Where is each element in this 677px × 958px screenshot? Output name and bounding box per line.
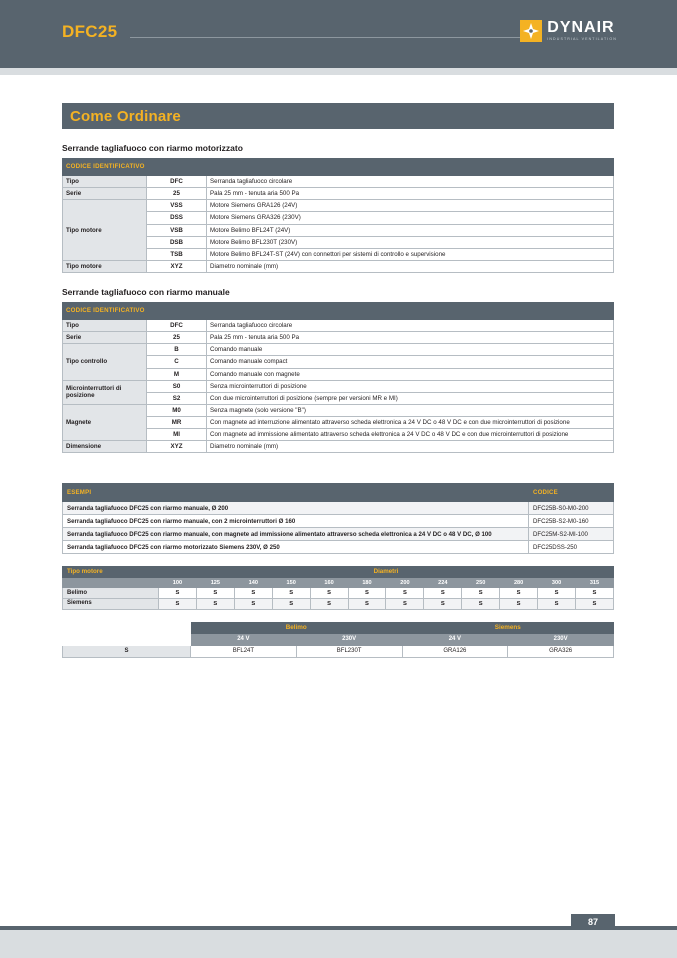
esempio-code: DFC25B-S2-M0-160 xyxy=(529,515,614,528)
row-desc: Con magnete ad immissione alimentato attraverso scheda elettronica a 24 V DC o 48 V DC e con due microinterruttori di posizione xyxy=(207,429,614,441)
diametro-cell: S xyxy=(159,588,197,599)
logo-tagline: INDUSTRIAL VENTILATION xyxy=(547,37,617,42)
esempio-code: DFC25DSS-250 xyxy=(529,541,614,554)
esempio-desc: Serranda tagliafuoco DFC25 con riarmo motorizzato Siemens 230V, Ø 250 xyxy=(63,541,529,554)
row-label: Magnete xyxy=(63,404,147,440)
row-label: Tipo xyxy=(63,176,147,188)
row-desc: Motore Belimo BFL24T (24V) xyxy=(207,224,614,236)
page-title: Come Ordinare xyxy=(70,107,181,125)
table-row xyxy=(63,380,614,392)
diametro-size: 300 xyxy=(538,578,576,588)
diametro-size: 315 xyxy=(575,578,613,588)
row-code: C xyxy=(147,356,207,368)
table-row xyxy=(63,260,614,272)
table-row xyxy=(63,541,614,554)
table-subheader-row xyxy=(63,578,614,588)
row-code: M xyxy=(147,368,207,380)
table-row xyxy=(63,344,614,356)
row-label: Tipo motore xyxy=(63,260,147,272)
row-code: MR xyxy=(147,417,207,429)
diametro-cell: S xyxy=(424,588,462,599)
row-label: Dimensione xyxy=(63,441,147,453)
row-code: 25 xyxy=(147,188,207,200)
row-desc: Comando manuale compact xyxy=(207,356,614,368)
diametro-cell: S xyxy=(272,598,310,609)
table-row xyxy=(63,598,614,609)
motori-corner-blank xyxy=(63,622,191,634)
row-desc: Comando manuale xyxy=(207,344,614,356)
diametro-cell: S xyxy=(272,588,310,599)
row-code: DSB xyxy=(147,236,207,248)
row-code: DFC xyxy=(147,320,207,332)
row-label: Serie xyxy=(63,188,147,200)
motore-model: BFL24T xyxy=(191,646,297,658)
diametro-size: 160 xyxy=(310,578,348,588)
table-codice-identificativo-manuale xyxy=(62,302,614,453)
diametro-cell: S xyxy=(462,598,500,609)
table-row xyxy=(63,188,614,200)
page-number: 87 xyxy=(571,914,615,930)
table-motori xyxy=(62,622,614,658)
diametro-cell: S xyxy=(538,588,576,599)
table-esempi xyxy=(62,483,614,554)
diametro-cell: S xyxy=(500,588,538,599)
diametro-cell: S xyxy=(159,598,197,609)
esempi-section xyxy=(62,483,614,554)
row-code: TSB xyxy=(147,248,207,260)
table-row xyxy=(63,588,614,599)
diametro-size: 200 xyxy=(386,578,424,588)
table-row xyxy=(63,332,614,344)
diametro-cell: S xyxy=(462,588,500,599)
row-code: 25 xyxy=(147,332,207,344)
diametro-size: 250 xyxy=(462,578,500,588)
codice-header-label: CODICE xyxy=(529,484,614,502)
star-icon xyxy=(520,20,542,42)
header-underband xyxy=(0,68,677,75)
row-desc: Con magnete ad interruzione alimentato attraverso scheda elettronica a 24 V DC o 48 V DC e con due microinterruttori di posizione xyxy=(207,417,614,429)
row-code: B xyxy=(147,344,207,356)
diametro-cell: S xyxy=(348,588,386,599)
diametro-cell: S xyxy=(196,588,234,599)
row-desc: Serranda tagliafuoco circolare xyxy=(207,320,614,332)
esempio-desc: Serranda tagliafuoco DFC25 con riarmo manuale, con 2 microinterruttori Ø 160 xyxy=(63,515,529,528)
row-code: MI xyxy=(147,429,207,441)
voltage-header: 24 V xyxy=(191,634,297,646)
motore-name: Belimo xyxy=(63,588,159,599)
table-diametri xyxy=(62,566,614,609)
diametri-corner-label: Tipo motore xyxy=(63,567,159,578)
diametro-cell: S xyxy=(310,588,348,599)
row-code: XYZ xyxy=(147,260,207,272)
esempio-code: DFC25M-S2-MI-100 xyxy=(529,528,614,541)
motori-row-key: S xyxy=(63,646,191,658)
logo-wordmark: DYNAIR xyxy=(547,19,615,37)
esempio-code: DFC25B-S0-M0-200 xyxy=(529,502,614,515)
row-desc: Pala 25 mm - tenuta aria 500 Pa xyxy=(207,332,614,344)
brand-header: Belimo xyxy=(191,622,403,634)
page-content xyxy=(62,103,614,658)
row-desc: Motore Belimo BFL230T (230V) xyxy=(207,236,614,248)
row-code: DFC xyxy=(147,176,207,188)
brand-logo xyxy=(520,20,617,42)
table-header-row xyxy=(63,159,614,176)
diametro-cell: S xyxy=(538,598,576,609)
voltage-header: 230V xyxy=(508,634,614,646)
row-desc: Pala 25 mm - tenuta aria 500 Pa xyxy=(207,188,614,200)
diametro-cell: S xyxy=(575,588,613,599)
table-row xyxy=(63,320,614,332)
table-subheader-row xyxy=(63,634,614,646)
page-header xyxy=(0,0,677,68)
diametro-cell: S xyxy=(196,598,234,609)
row-desc: Senza magnete (solo versione "B") xyxy=(207,404,614,416)
table-header-row xyxy=(63,484,614,502)
header-divider xyxy=(130,37,522,38)
table-row xyxy=(63,176,614,188)
table-row xyxy=(63,404,614,416)
header-product-title: DFC25 xyxy=(62,22,118,41)
row-desc: Motore Siemens GRA326 (230V) xyxy=(207,212,614,224)
page-title-bar xyxy=(62,103,614,129)
table-codice-identificativo-motorizzato xyxy=(62,158,614,273)
table-row xyxy=(63,441,614,453)
motore-model: GRA326 xyxy=(508,646,614,658)
esempi-header-label: ESEMPI xyxy=(63,484,529,502)
diametro-cell: S xyxy=(424,598,462,609)
motore-name: Siemens xyxy=(63,598,159,609)
table-row xyxy=(63,515,614,528)
row-code: XYZ xyxy=(147,441,207,453)
motori-corner-blank-2 xyxy=(63,634,191,646)
diametro-size: 180 xyxy=(348,578,386,588)
motore-model: GRA126 xyxy=(402,646,508,658)
diametro-size: 280 xyxy=(500,578,538,588)
table-header-label: CODICE IDENTIFICATIVO xyxy=(63,159,614,176)
diametro-size: 100 xyxy=(159,578,197,588)
voltage-header: 230V xyxy=(296,634,402,646)
row-desc: Con due microinterruttori di posizione (sempre per versioni MR e MI) xyxy=(207,392,614,404)
row-desc: Serranda tagliafuoco circolare xyxy=(207,176,614,188)
diametro-cell: S xyxy=(386,598,424,609)
row-code: M0 xyxy=(147,404,207,416)
table-row xyxy=(63,646,614,658)
diametri-group-label: Diametri xyxy=(159,567,614,578)
row-desc: Diametro nominale (mm) xyxy=(207,441,614,453)
diametri-section xyxy=(62,566,614,609)
table-header-row xyxy=(63,303,614,320)
diametro-cell: S xyxy=(386,588,424,599)
table-row xyxy=(63,200,614,212)
diametro-size: 150 xyxy=(272,578,310,588)
row-code: S2 xyxy=(147,392,207,404)
esempio-desc: Serranda tagliafuoco DFC25 con riarmo manuale, Ø 200 xyxy=(63,502,529,515)
diametro-cell: S xyxy=(234,588,272,599)
diametro-size: 140 xyxy=(234,578,272,588)
diametro-size: 224 xyxy=(424,578,462,588)
table-row xyxy=(63,502,614,515)
diametro-cell: S xyxy=(348,598,386,609)
row-label: Tipo xyxy=(63,320,147,332)
diametro-cell: S xyxy=(234,598,272,609)
row-label: Microinterruttori di posizione xyxy=(63,380,147,404)
row-desc: Senza microinterruttori di posizione xyxy=(207,380,614,392)
voltage-header: 24 V xyxy=(402,634,508,646)
section-heading-motorizzato: Serrande tagliafuoco con riarmo motorizzato xyxy=(62,143,243,153)
row-code: S0 xyxy=(147,380,207,392)
row-desc: Diametro nominale (mm) xyxy=(207,260,614,272)
table-header-row xyxy=(63,622,614,634)
row-label: Tipo controllo xyxy=(63,344,147,380)
motore-model: BFL230T xyxy=(296,646,402,658)
table-row xyxy=(63,528,614,541)
section-heading-manuale: Serrande tagliafuoco con riarmo manuale xyxy=(62,287,230,297)
table-header-row xyxy=(63,567,614,578)
diametro-cell: S xyxy=(575,598,613,609)
diametro-cell: S xyxy=(500,598,538,609)
brand-header: Siemens xyxy=(402,622,614,634)
row-desc: Comando manuale con magnete xyxy=(207,368,614,380)
esempio-desc: Serranda tagliafuoco DFC25 con riarmo manuale, con magnete ad immissione alimentato attraverso scheda elettronica a 24 V DC o 48 V DC, Ø 100 xyxy=(63,528,529,541)
row-label: Tipo motore xyxy=(63,200,147,261)
row-desc: Motore Belimo BFL24T-ST (24V) con connettori per sistemi di controllo e supervisione xyxy=(207,248,614,260)
row-desc: Motore Siemens GRA126 (24V) xyxy=(207,200,614,212)
diametro-cell: S xyxy=(310,598,348,609)
footer-band xyxy=(0,930,677,958)
row-code: VSS xyxy=(147,200,207,212)
row-code: DSS xyxy=(147,212,207,224)
diametro-size: 125 xyxy=(196,578,234,588)
table-header-label: CODICE IDENTIFICATIVO xyxy=(63,303,614,320)
row-label: Serie xyxy=(63,332,147,344)
row-code: VSB xyxy=(147,224,207,236)
motori-section xyxy=(62,622,614,658)
